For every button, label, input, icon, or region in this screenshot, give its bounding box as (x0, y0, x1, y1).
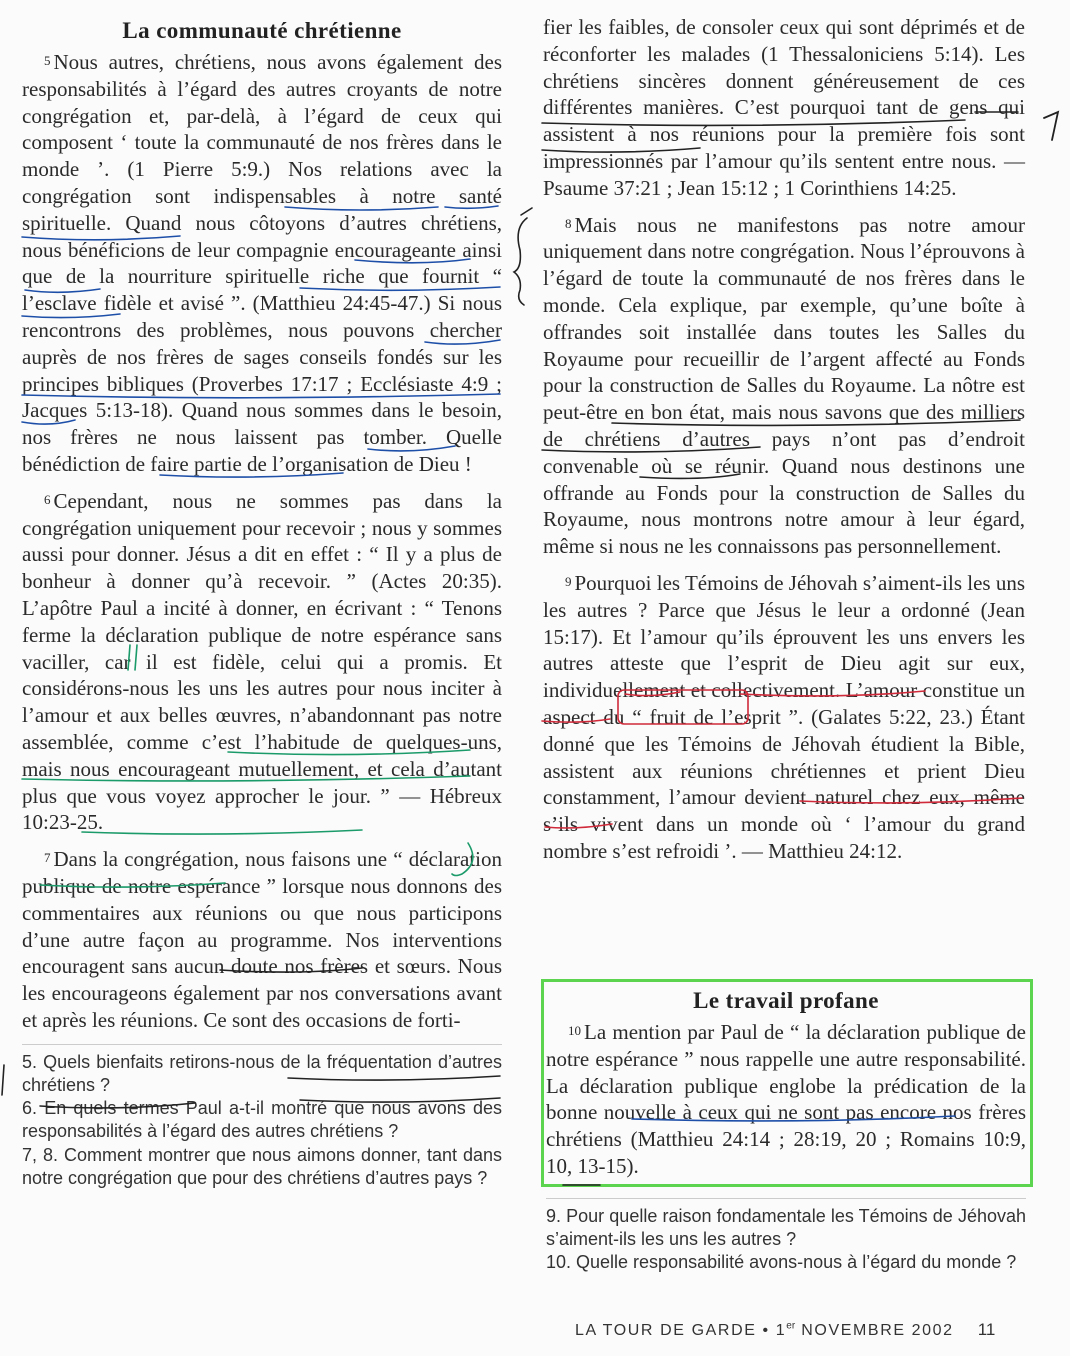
issue-day: 1 (775, 1322, 787, 1339)
paragraph-number: 10 (568, 1023, 581, 1038)
section-heading-travail: Le travail profane (693, 988, 879, 1013)
section-travail-profane (546, 984, 1026, 1274)
magazine-title: LA TOUR DE GARDE (575, 1322, 757, 1339)
paragraph-text: Cependant, nous ne sommes pas dans la congrégation uniquement pour recevoir ; nous y sommes aussi pour donner. Jésus a dit en effet : “ Il y a plus de bonheur à donner qu’à recevoir. ” (Actes 20:35). L’apôtre Paul a incité à donner, en écrivant : “ Tenons ferme la déclaration publique de notre espérance sans vaciller, car il est fidèle, celui qui a promis. Et considérons-nous les uns les autres pour nous inciter à l’amour et aux belles œuvres, n’abandonnant pas notre assemblée, comme c’est l’habitude de quelques-uns, mais nous encourageant mutuellement, et cela d’autant plus que vous voyez approcher le jour. ” — Hébreux 10:23-25. (22, 488, 502, 835)
paragraph-5 (22, 48, 502, 478)
paragraph-text: Nous autres, chrétiens, nous avons également des responsabilités à l’égard des autres croyants de notre congrégation et, par-delà, à l’égard de ceux qui composent ‘ toute la communauté de nos frères dans le monde ’. (1 Pierre 5:9.) Nos relations avec la congrégation sont indispensables à notre santé spirituelle. Quand nous côtoyons d’autres chrétiens, nous bénéficions de leur compagnie encourageante ainsi que de la nourriture spirituelle riche que fournit “ l’esclave fidèle et avisé ”. (Matthieu 24:45-47.) Si nous rencontrons des problèmes, nous pouvons chercher auprès de nos frères de sages conseils fondés sur les principes bibliques (Proverbes 17:17 ; Ecclésiaste 4:9 ; Jacques 5:13-18). Quand nous sommes dans le besoin, nos frères ne nous laissent pas tomber. Quelle bénédiction de faire partie de l’organisation de Dieu ! (22, 50, 502, 476)
paragraph-number: 6 (44, 491, 51, 507)
study-questions-right (546, 1198, 1026, 1275)
question-5: 5. Quels bienfaits retirons-nous de la fréquentation d’autres chrétiens ? (22, 1051, 502, 1095)
paragraph-7 (22, 845, 502, 1034)
study-questions-left (22, 1044, 502, 1190)
right-column (543, 14, 1025, 874)
question-10: 10. Quelle responsabilité avons-nous à l’égard du monde ? (546, 1252, 1017, 1273)
paragraph-text: La mention par Paul de “ la déclaration publique de notre espérance ” nous rappelle une autre responsabilité. La déclaration publique englobe la prédication de la bonne nouvelle à ceux qui ne sont pas encore nos frères chrétiens (Matthieu 24:14 ; 28:19, 20 ; Romains 10:9, 10, 13-15). (546, 1020, 1026, 1178)
paragraph-8 (543, 211, 1025, 560)
paragraph-text: Dans la congrégation, nous faisons une “ déclaration publique de notre espérance ” lorsque nous donnons des commentaires aux réunions ou que nous participons d’une autre façon au programme. Nos interventions encouragent sans aucun doute nos frères et sœurs. Nous les encourageons également par nos conversations avant et après les réunions. Ce sont des occasions de forti- (22, 847, 502, 1032)
page-number: 11 (977, 1320, 996, 1339)
section-heading-communaute: La communauté chrétienne (122, 18, 402, 43)
paragraph-text: Mais nous ne manifestons pas notre amour uniquement dans notre congrégation. Nous l’éprouvons à l’égard de toute la communauté de nos frères dans le monde. Cela explique, par exemple, qu’une boîte à offrandes soit installée dans toutes les Salles du Royaume pour recueillir de l’argent affecté au Fonds pour la construction de Salles du Royaume. La nôtre est peut-être en bon état, mais nous savons que des milliers de chrétiens d’autres pays n’ont pas d’endroit convenable où se réunir. Quand nous destinons une offrande au Fonds pour la construction de Salles du Royaume, nous montrons notre amour à leur égard, même si nous ne les connaissons pas personnellement. (543, 212, 1025, 559)
left-column (22, 14, 502, 1190)
question-7-8: 7, 8. Comment montrer que nous aimons donner, tant dans notre congrégation que pour des chrétiens d’autres pays ? (22, 1144, 502, 1188)
paragraph-6 (22, 487, 502, 836)
question-9: 9. Pour quelle raison fondamentale les Témoins de Jéhovah s’aiment-ils les uns les autres ? (546, 1205, 1026, 1249)
paragraph-text: Pourquoi les Témoins de Jéhovah s’aiment-ils les uns les autres ? Parce que Jésus le leur a ordonné (Jean 15:17). Et l’amour qu’ils éprouvent les uns envers les autres atteste que l’esprit de Dieu agit sur eux, individuellement et collectivement. L’amour constitue un aspect du “ fruit de l’esprit ”. (Galates 5:22, 23.) Étant donné que les Témoins de Jéhovah étudient la Bible, assistent aux réunions chrétiennes et prient Dieu constamment, l’amour devient naturel chez eux, même s’ils vivent dans un monde où ‘ l’amour du grand nombre s’est refroidi ’. — Matthieu 24:12. (543, 570, 1025, 863)
issue-day-suffix: er (786, 1320, 796, 1332)
margin-bracket (514, 218, 527, 305)
paragraph-9 (543, 569, 1025, 865)
paragraph-number: 8 (565, 215, 572, 231)
paragraph-number: 7 (44, 850, 51, 866)
paragraph-number: 9 (565, 573, 572, 589)
footer-separator: • (762, 1322, 770, 1339)
margin-tick (521, 208, 532, 215)
paragraph-10 (546, 1018, 1026, 1180)
paragraph-7-continued: fier les faibles, de consoler ceux qui sont déprimés et de réconforter les malades (1 Thessaloniciens 5:14). Les chrétiens sincères donnent généreusement de ces différentes manières. C’est pourquoi tant de gens qui assistent à nos réunions pour la première fois sont impressionnés par l’amour qu’ils sentent entre nous. — Psaume 37:21 ; Jean 15:12 ; 1 Corinthiens 14:25. (543, 15, 1025, 200)
paragraph-number: 5 (44, 53, 51, 68)
margin-number (1044, 112, 1058, 140)
margin-mark-left (2, 1065, 4, 1095)
issue-date: NOVEMBRE 2002 (801, 1322, 954, 1339)
page-footer (575, 1320, 995, 1340)
question-6: 6. En quels termes Paul a-t-il montré que nous avons des responsabilités à l’égard des autres chrétiens ? (22, 1098, 502, 1142)
